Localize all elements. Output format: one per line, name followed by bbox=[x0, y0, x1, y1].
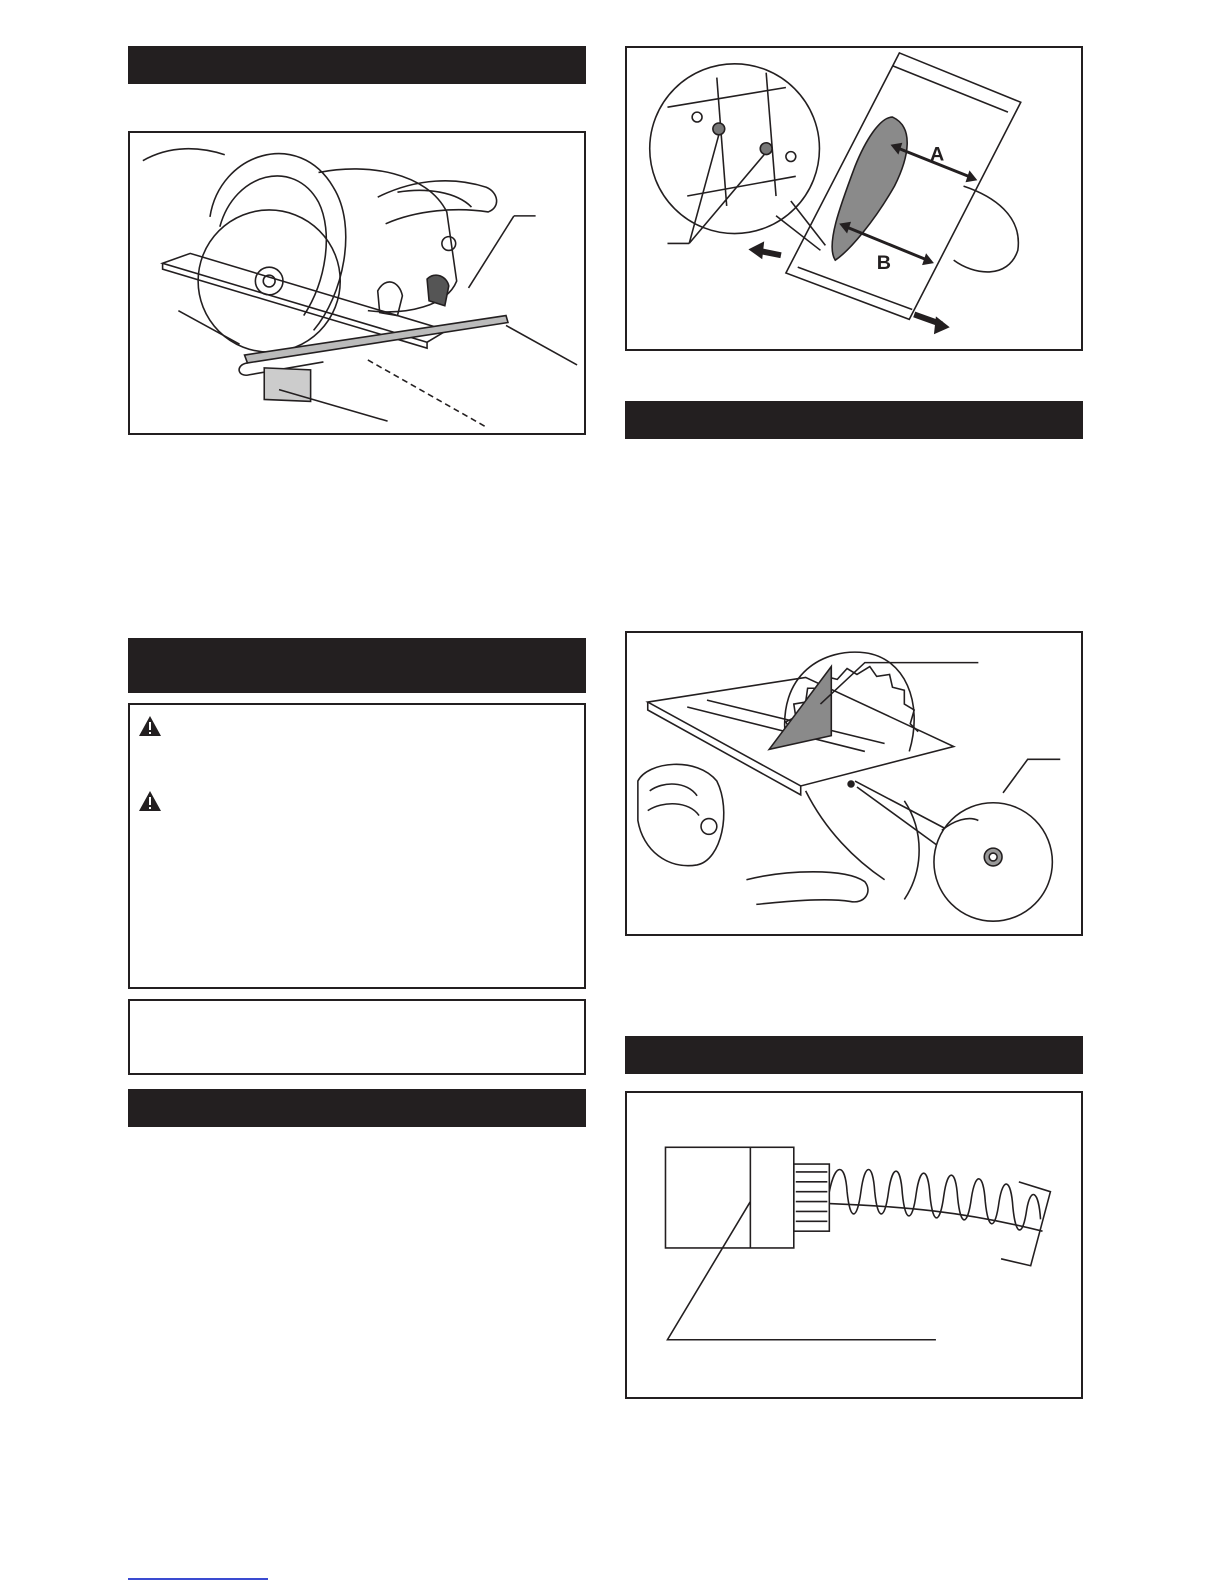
carbon-brush-illustration bbox=[627, 1093, 1081, 1397]
figure-blade-alignment bbox=[625, 46, 1083, 351]
section-header-bar-4 bbox=[625, 401, 1083, 439]
figure-bevel-adjustment bbox=[625, 631, 1083, 936]
warning-box bbox=[128, 703, 586, 989]
dimension-label-b: B bbox=[876, 252, 891, 275]
blade-alignment-illustration bbox=[627, 48, 1081, 349]
warning-triangle-icon bbox=[138, 715, 162, 737]
bevel-adjustment-illustration bbox=[627, 633, 1081, 934]
dimension-label-a: A bbox=[929, 143, 945, 166]
warning-triangle-icon bbox=[138, 790, 162, 812]
footer-link-underline[interactable] bbox=[128, 1578, 268, 1580]
rip-fence-illustration bbox=[130, 133, 584, 433]
note-box bbox=[128, 999, 586, 1075]
section-header-bar-3 bbox=[128, 1089, 586, 1127]
section-header-bar-2 bbox=[128, 638, 586, 693]
section-header-bar-5 bbox=[625, 1036, 1083, 1074]
section-header-bar-1 bbox=[128, 46, 586, 84]
figure-carbon-brush bbox=[625, 1091, 1083, 1399]
figure-rip-fence bbox=[128, 131, 586, 435]
